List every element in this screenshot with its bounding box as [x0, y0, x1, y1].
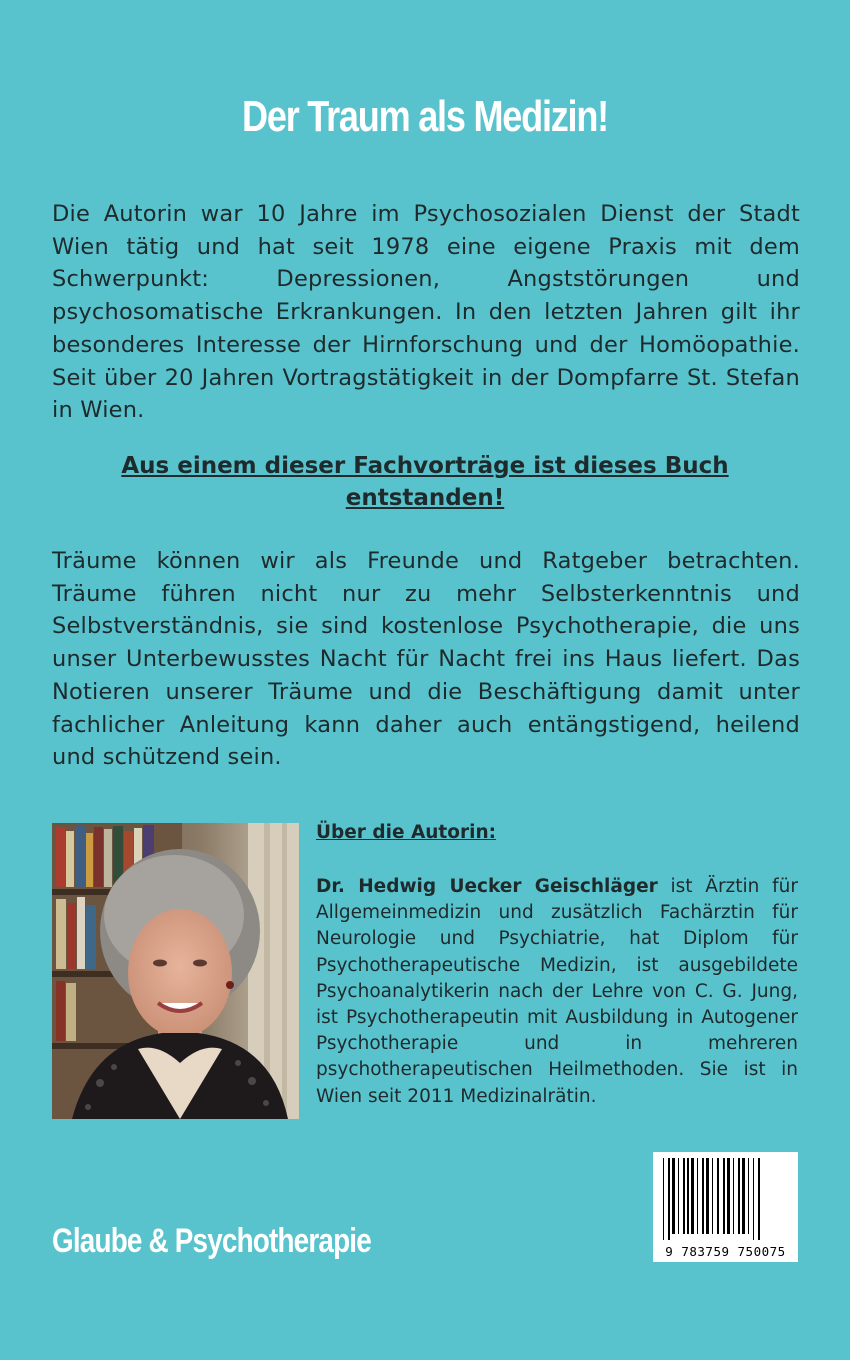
- highlight-statement: Aus einem dieser Fachvorträge ist dieses Buch entstanden!: [121, 453, 729, 511]
- author-bio: [316, 874, 798, 1110]
- author-name: Dr. Hedwig Uecker Geischläger: [316, 876, 658, 897]
- about-author-heading: Über die Autorin:: [316, 822, 497, 843]
- author-portrait-illustration: [52, 823, 299, 1119]
- isbn-barcode: [653, 1152, 798, 1262]
- barcode-bars: [659, 1158, 792, 1242]
- book-title: Der Traum als Medizin!: [242, 92, 608, 141]
- isbn-number: 9 783759 750075: [665, 1244, 786, 1259]
- series-name: Glaube & Psychotherapie: [52, 1222, 371, 1260]
- intro-paragraph: Die Autorin war 10 Jahre im Psychosozialen Dienst der Stadt Wien tätig und hat seit 1978 eine eigene Praxis mit dem Schwerpunkt: Depressionen, Angststörungen und psychosomatische Erkrankungen. In den letzten Jahren gilt ihr besonderes Interesse der Hirnforschung und der Homöopathie. Seit über 20 Jahren Vortragstätigkeit in der Dompfarre St. Stefan in Wien.: [52, 201, 800, 424]
- body-paragraph: Träume können wir als Freunde und Ratgeber betrachten. Träume führen nicht nur zu mehr Selbsterkenntnis und Selbstverständnis, sie sind kostenlose Psychotherapie, die uns unser Unterbewusstes Nacht für Nacht frei ins Haus liefert. Das Notieren unserer Träume und die Beschäftigung damit unter fachlicher Anleitung kann daher auch entängstigend, heilend und schützend sein.: [52, 548, 800, 771]
- author-photo: [52, 823, 299, 1119]
- author-bio-text: ist Ärztin für Allgemeinmedizin und zusätzlich Fachärztin für Neurologie und Psychiatrie, hat Diplom für Psychotherapeutische Medizin, ist ausgebildete Psychoanalytikerin nach der Lehre von C. G. Jung, ist Psychotherapeutin mit Ausbildung in Autogener Psychotherapie und in mehreren psychotherapeutischen Heilmethoden. Sie ist in Wien seit 2011 Medizinalrätin.: [316, 876, 798, 1107]
